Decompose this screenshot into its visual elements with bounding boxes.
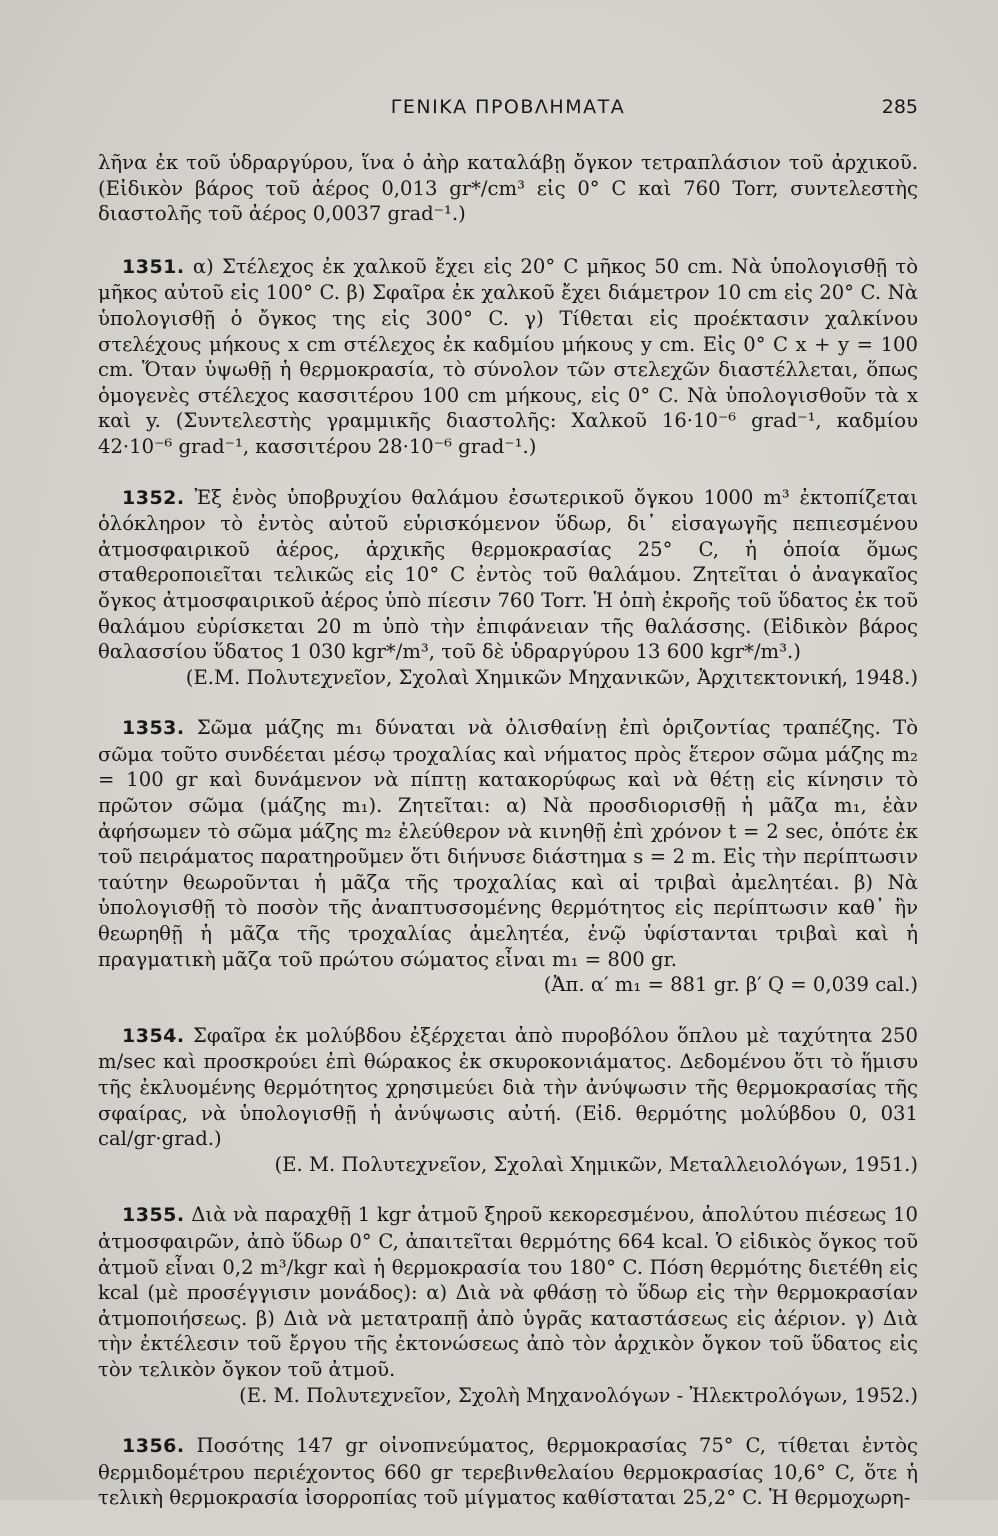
running-title: ΓΕΝΙΚΑ ΠΡΟΒΛΗΜΑΤΑ xyxy=(390,96,626,118)
problem-number: 1351. xyxy=(122,255,185,278)
problem-1353 xyxy=(98,715,918,998)
continued-paragraph: λῆνα ἐκ τοῦ ὑδραργύρου, ἵνα ὁ ἀὴρ καταλάβῃ ὄγκον τετραπλάσιον τοῦ ἀρχικοῦ. (Εἰδικὸν βάρος τοῦ ἀέρος 0,013 gr*/cm³ εἰς 0° C καὶ 760 Torr, συντελεστὴς διαστολῆς τοῦ ἀέρος 0,0037 grad⁻¹.) xyxy=(98,151,918,226)
page-header xyxy=(98,96,918,120)
problem-1356 xyxy=(98,1433,918,1511)
problem-number: 1356. xyxy=(122,1435,185,1458)
problem-text: Διὰ νὰ παραχθῇ 1 kgr ἀτμοῦ ξηροῦ κεκορεσμένου, ἀπολύτου πιέσεως 10 ἀτμοσφαιρῶν, ἀπὸ ὕδωρ 0° C, ἀπαιτεῖται θερμότης 664 kcal. Ὁ εἰδικὸς ὄγκος τοῦ ἀτμοῦ εἶναι 0,2 m³/kgr καὶ ἡ θερμοκρασία του 180° C. Πόση θερμότης διετέθη εἰς kcal (μὲ προσέγγισιν μονάδος): α) Διὰ νὰ φθάσῃ τὸ ὕδωρ εἰς τὴν θερμοκρασίαν ἀτμοποιήσεως. β) Διὰ νὰ μετατραπῇ ἀπὸ ὑγρᾶς καταστάσεως εἰς ἀέριον. γ) Διὰ τὴν ἐκτέλεσιν τοῦ ἔργου τῆς ἐκτονώσεως ἀπὸ τὸν ἀρχικὸν ὄγκον τοῦ ὕδατος εἰς τὸν τελικὸν ὄγκον τοῦ ἀτμοῦ. xyxy=(98,1203,918,1381)
problem-text: Σφαῖρα ἐκ μολύβδου ἐξέρχεται ἀπὸ πυροβόλου ὅπλου μὲ ταχύτητα 250 m/sec καὶ προσκρούει ἐπὶ θώρακος ἐκ σκυροκονιάματος. Δεδομένου ὅτι τὸ ἥμισυ τῆς ἐκλυομένης θερμότητος χρησιμεύει διὰ τὴν ἀνύψωσιν τῆς θερμοκρασίας τῆς σφαίρας, νὰ ὑπολογισθῇ ἡ ἀνύψωσις αὐτή. (Εἰδ. θερμότης μολύβδου 0, 031 cal/gr·grad.) xyxy=(98,1023,918,1151)
problem-1355 xyxy=(98,1202,918,1408)
problem-number: 1354. xyxy=(122,1024,185,1047)
problem-text: α) Στέλεχος ἐκ χαλκοῦ ἔχει εἰς 20° C μῆκος 50 cm. Νὰ ὑπολογισθῇ τὸ μῆκος αὐτοῦ εἰς 100° C. β) Σφαῖρα ἐκ χαλκοῦ ἔχει διάμετρον 10 cm εἰς 20° C. Νὰ ὑπολογισθῇ ὁ ὄγκος της εἰς 300° C. γ) Τίθεται εἰς προέκτασιν χαλκίνου στελέχους μήκους x cm στέλεχος ἐκ καδμίου μήκους y cm. Εἰς 0° C x + y = 100 cm. Ὅταν ὑψωθῇ ἡ θερμοκρασία, τὸ σύνολον τῶν στελεχῶν διαστέλλεται, ὅπως ὁμογενὲς στέλεχος κασσιτέρου 100 cm μήκους, εἰς 0° C. Νὰ ὑπολογισθοῦν τὰ x καὶ y. (Συντελεστὴς γραμμικῆς διαστολῆς: Χαλκοῦ 16·10⁻⁶ grad⁻¹, καδμίου 42·10⁻⁶ grad⁻¹, κασσιτέρου 28·10⁻⁶ grad⁻¹.) xyxy=(98,254,918,458)
problem-1351 xyxy=(98,254,918,460)
page-body xyxy=(98,150,918,1536)
problem-source: (Ε. Μ. Πολυτεχνεῖον, Σχολὴ Μηχανολόγων - Ἠλεκτρολόγων, 1952.) xyxy=(239,1383,918,1407)
problem-text: Ἐξ ἑνὸς ὑποβρυχίου θαλάμου ἐσωτερικοῦ ὄγκου 1000 m³ ἐκτοπίζεται ὁλόκληρον τὸ ἐντὸς αὐτοῦ εὑρισκόμενον ὕδωρ, δι᾽ εἰσαγωγῆς πεπιεσμένου ἀτμοσφαιρικοῦ ἀέρος, ἀρχικῆς θερμοκρασίας 25° C, ἡ ὁποία ὅμως σταθεροποιεῖται τελικῶς εἰς 10° C ἐντὸς τοῦ θαλάμου. Ζητεῖται ὁ ἀναγκαῖος ὄγκος ἀτμοσφαιρικοῦ ἀέρος ὑπὸ πίεσιν 760 Torr. Ἡ ὀπὴ ἐκροῆς τοῦ ὕδατος ἐκ τοῦ θαλάμου εὑρίσκεται 20 m ὑπὸ τὴν ἐπιφάνειαν τῆς θαλάσσης. (Εἰδικὸν βάρος θαλασσίου ὕδατος 1 030 kgr*/m³, τοῦ δὲ ὑδραργύρου 13 600 kgr*/m³.) xyxy=(98,485,918,664)
problem-answer: (Ἀπ. α′ m₁ = 881 gr. β′ Q = 0,039 cal.) xyxy=(543,973,918,997)
problem-source: (Ε. Μ. Πολυτεχνεῖον, Σχολαὶ Χημικῶν, Μεταλλειολόγων, 1951.) xyxy=(274,1152,918,1176)
problem-text: Σῶμα μάζης m₁ δύναται νὰ ὀλισθαίνῃ ἐπὶ ὁριζοντίας τραπέζης. Τὸ σῶμα τοῦτο συνδέεται μέσῳ τροχαλίας καὶ νήματος πρὸς ἕτερον σῶμα μάζης m₂ = 100 gr καὶ δυνάμενον νὰ πίπτῃ κατακορύφως καὶ νὰ θέτῃ εἰς κίνησιν τὸ πρῶτον σῶμα (μάζης m₁). Ζητεῖται: α) Νὰ προσδιορισθῇ ἡ μᾶζα m₁, ἐὰν ἀφήσωμεν τὸ σῶμα μάζης m₂ ἐλεύθερον νὰ κινηθῇ ἐπὶ χρόνον t = 2 sec, ὁπότε ἐκ τοῦ πειράματος παρατηροῦμεν ὅτι διήνυσε διάστημα s = 2 m. Εἰς τὴν περίπτωσιν ταύτην θεωροῦνται ἡ μᾶζα τῆς τροχαλίας καὶ αἱ τριβαὶ ἀμελητέαι. β) Νὰ ὑπολογισθῇ τὸ ποσὸν τῆς ἀναπτυσσομένης θερμότητος εἰς περίπτωσιν καθ᾽ ἣν θεωρηθῇ ἡ μᾶζα τῆς τροχαλίας ἀμελητέα, ἐνῷ ὑφίστανται τριβαὶ καὶ ἡ πραγματικὴ μᾶζα τοῦ πρώτου σώματος εἶναι m₁ = 800 gr. xyxy=(98,716,918,971)
problem-text: Ποσότης 147 gr οἰνοπνεύματος, θερμοκρασίας 75° C, τίθεται ἐντὸς θερμιδομέτρου περιέχοντος 660 gr τερεβινθελαίου θερμοκρασίας 10,6° C, ὅτε ἡ τελικὴ θερμοκρασία ἰσορροπίας τοῦ μίγματος καθίσταται 25,2° C. Ἡ θερμοχωρη- xyxy=(98,1434,918,1510)
problem-number: 1353. xyxy=(122,717,185,740)
problem-1354 xyxy=(98,1023,918,1178)
problem-1352 xyxy=(98,485,918,691)
problem-source: (Ε.Μ. Πολυτεχνεῖον, Σχολαὶ Χημικῶν Μηχανικῶν, Ἀρχιτεκτονική, 1948.) xyxy=(185,665,918,689)
problem-number: 1355. xyxy=(122,1204,185,1227)
problem-number: 1352. xyxy=(122,486,185,509)
page-number: 285 xyxy=(881,96,918,118)
